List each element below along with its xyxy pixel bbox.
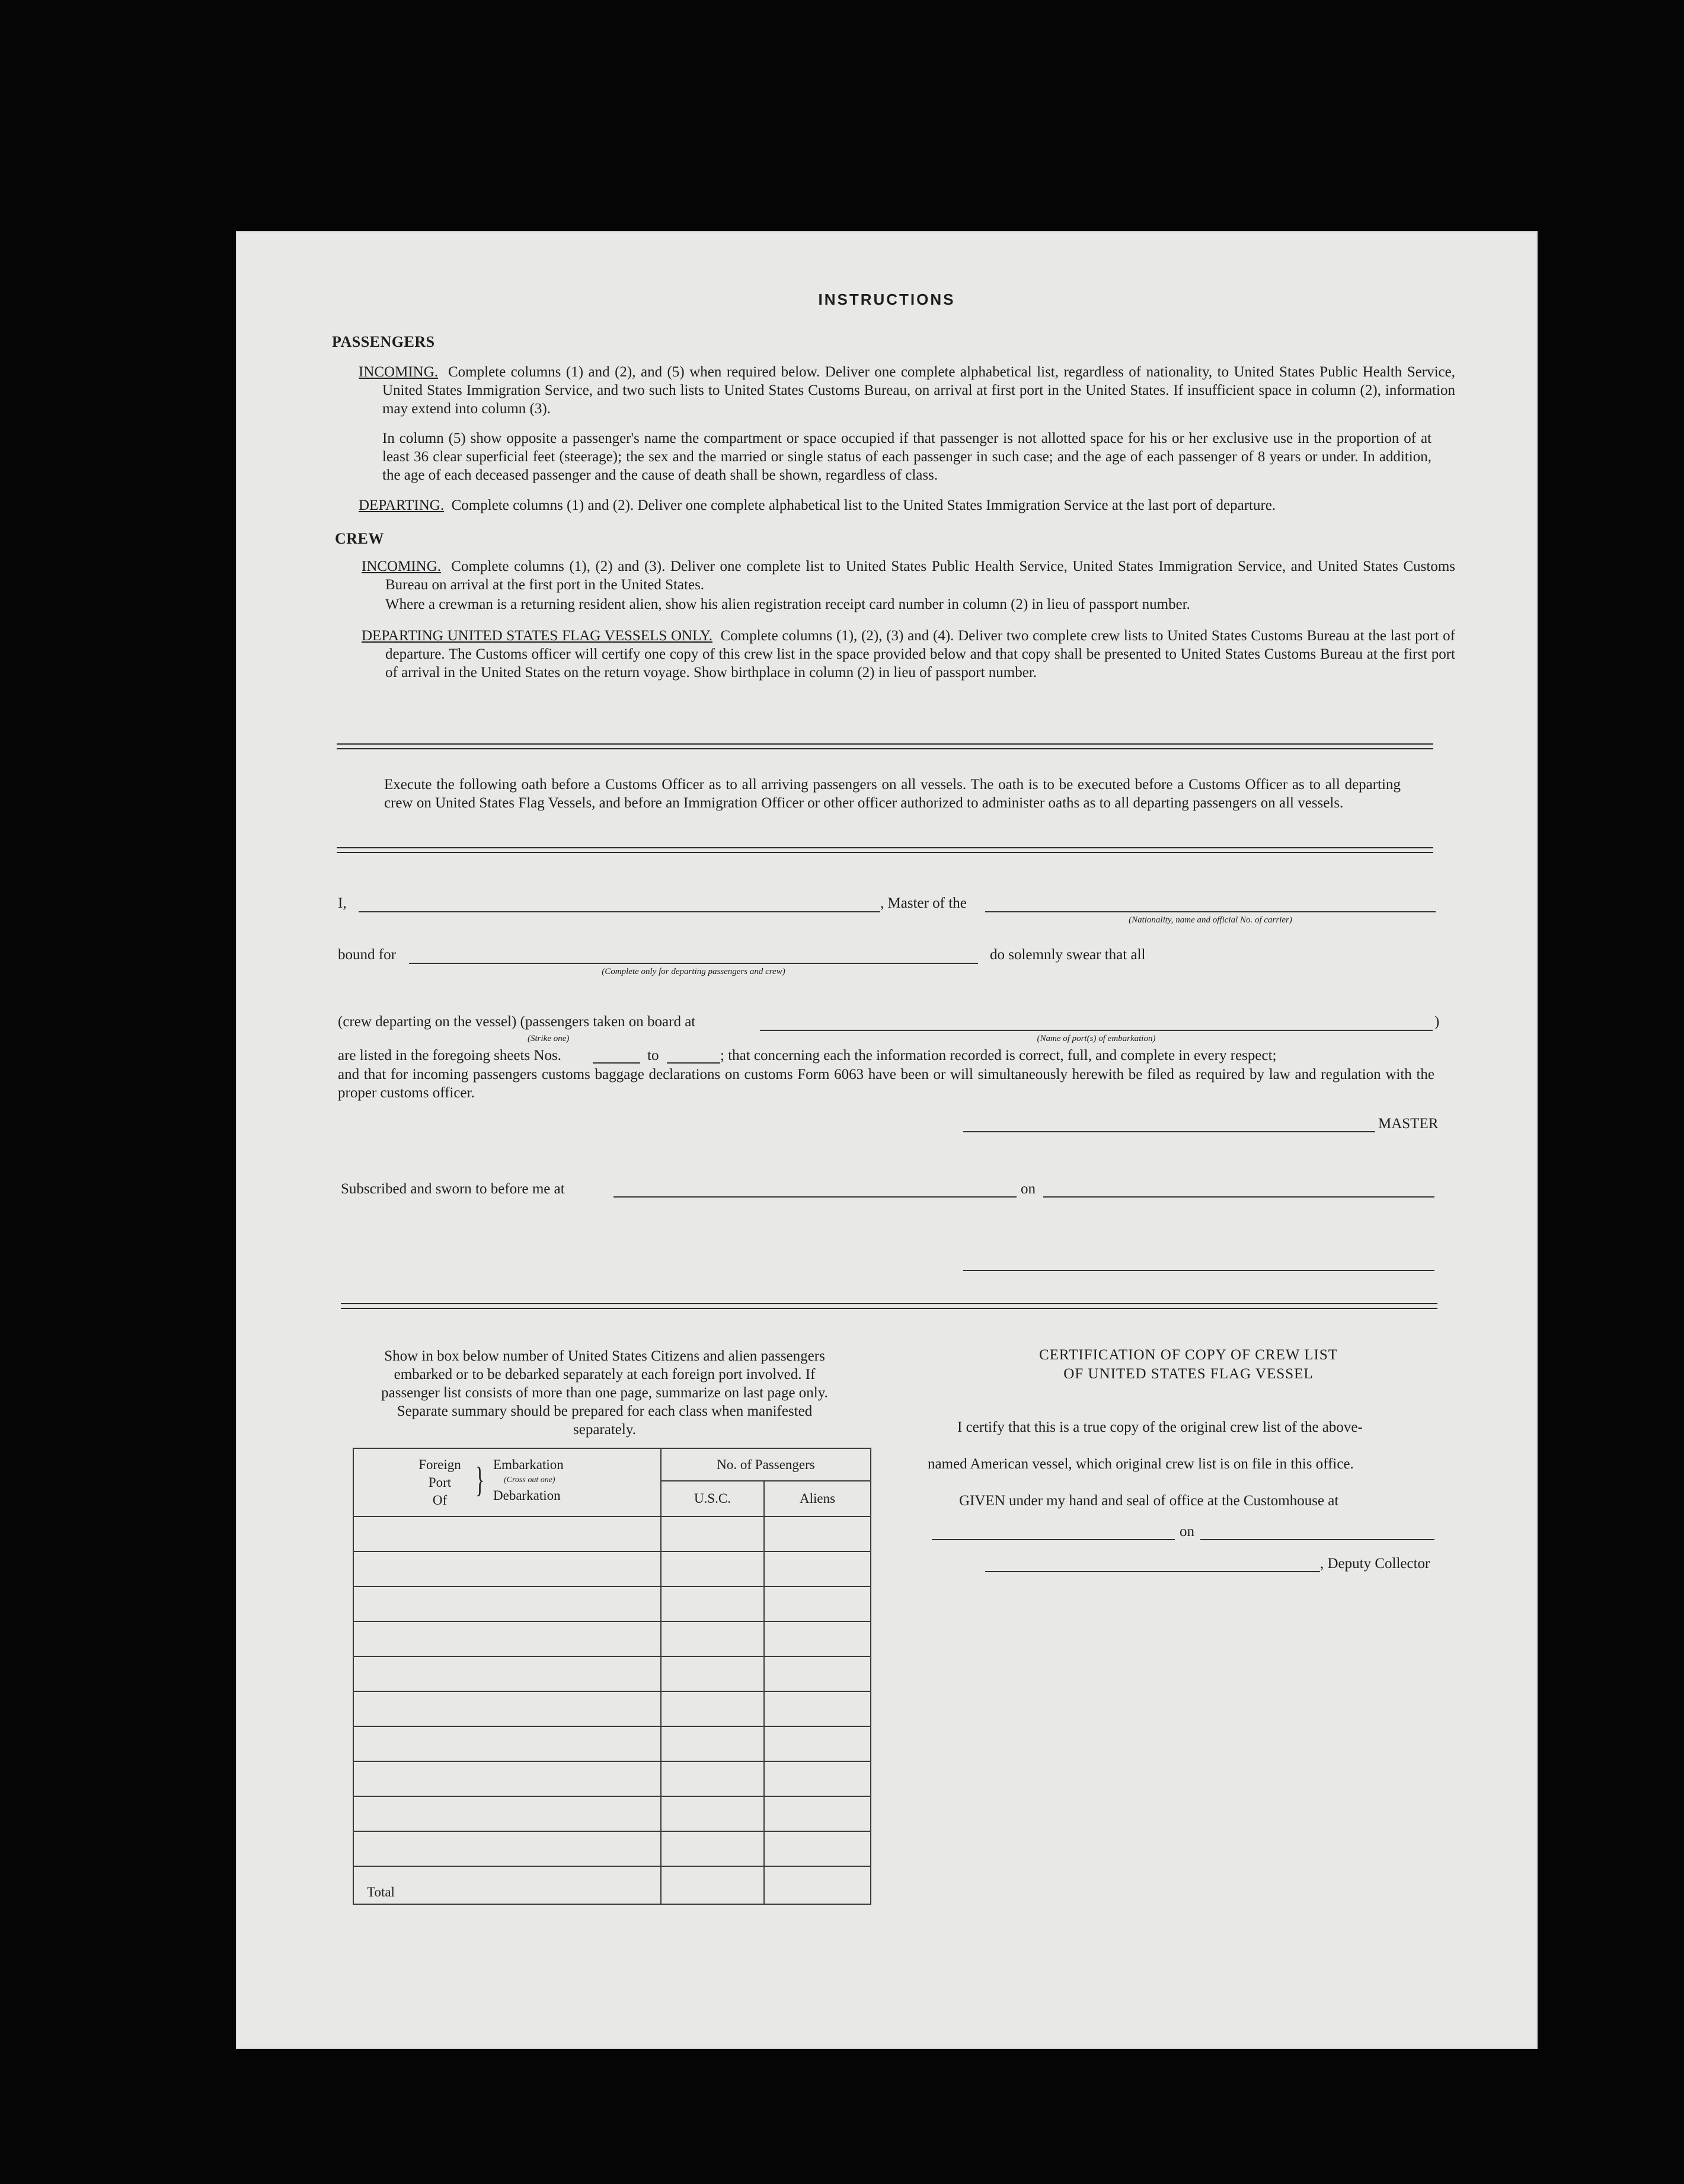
embarkation-label: Embarkation	[493, 1457, 564, 1472]
aliens-cell[interactable]	[764, 1796, 871, 1831]
form-sheet	[237, 232, 1536, 2048]
passengers-departing-paragraph	[359, 496, 1431, 515]
sheet-from-field[interactable]	[593, 1062, 640, 1064]
crew-departing-paragraph	[362, 627, 1455, 682]
certification-on-label: on	[1180, 1524, 1194, 1540]
customhouse-field[interactable]	[932, 1539, 1175, 1540]
subscribed-label: Subscribed and sworn to before me at	[341, 1181, 565, 1197]
listed-continuation: and that for incoming passengers customs baggage declarations on customs Form 6063 have been or will simultaneously herewith be filed as required by law and regulation with the proper customs officer.	[338, 1067, 1434, 1101]
usc-cell[interactable]	[661, 1516, 764, 1551]
port-cell[interactable]	[353, 1796, 661, 1831]
aliens-cell[interactable]	[764, 1656, 871, 1691]
usc-cell[interactable]	[661, 1831, 764, 1866]
sworn-on-label: on	[1021, 1181, 1036, 1197]
divider-1	[337, 743, 1433, 749]
crew-passengers-label: (crew departing on the vessel) (passengers taken on board at	[338, 1014, 696, 1030]
sheet-to-field[interactable]	[667, 1062, 720, 1064]
oath-note: Execute the following oath before a Customs Officer as to all arriving passengers on all vessels. The oath is to be executed before a Customs Officer as to all departing crew on United States Flag Vessels, and before an Immigration Officer or other officer authorized to administer oaths as to all departing passengers on all vessels.	[384, 777, 1401, 811]
table-row	[353, 1656, 871, 1691]
usc-cell[interactable]	[661, 1586, 764, 1621]
usc-cell[interactable]	[661, 1656, 764, 1691]
bound-for-label: bound for	[338, 947, 396, 963]
listed-prefix: are listed in the foregoing sheets Nos.	[338, 1048, 561, 1064]
brace-icon: }	[475, 1460, 485, 1499]
port-cell[interactable]	[353, 1656, 661, 1691]
usc-header: U.S.C.	[661, 1481, 764, 1516]
ports-caption: (Name of port(s) of embarkation)	[1037, 1034, 1156, 1043]
deputy-signature-field[interactable]	[985, 1571, 1320, 1572]
aliens-cell[interactable]	[764, 1621, 871, 1656]
certification-title-line1: CERTIFICATION OF COPY OF CREW LIST	[1038, 1347, 1338, 1363]
passengers-departing-text: Complete columns (1) and (2). Deliver one complete alphabetical list to the United States Immigration Service at the last port of departure.	[451, 497, 1276, 513]
ports-field[interactable]	[760, 1030, 1433, 1031]
port-of-label: Of	[432, 1493, 448, 1508]
total-label: Total	[353, 1866, 661, 1904]
crew-departing-text: Complete columns (1), (2), (3) and (4). Deliver two complete crew lists to United States Customs Bureau at the last port of departure. The Customs officer will certify one copy of this crew list in the space provided below and that copy shall be presented to United States Customs Bureau at the first port of arrival in the United States on the return voyage. Show birthplace in column (2) in lieu of passport number.	[385, 628, 1455, 681]
close-paren: )	[1434, 1014, 1440, 1030]
crew-resident-paragraph: Where a crewman is a returning resident alien, show his alien registration receipt card number in column (2) in lieu of passport number.	[385, 596, 1190, 612]
port-port-label: Port	[428, 1475, 452, 1490]
bound-for-field[interactable]	[409, 963, 978, 964]
crew-heading: CREW	[335, 530, 384, 547]
port-cell[interactable]	[353, 1621, 661, 1656]
total-aliens-cell[interactable]	[764, 1866, 871, 1904]
port-cell[interactable]	[353, 1831, 661, 1866]
usc-cell[interactable]	[661, 1551, 764, 1586]
cross-out-caption: (Cross out one)	[504, 1476, 555, 1484]
master-of-label: , Master of the	[880, 895, 967, 911]
usc-cell[interactable]	[661, 1796, 764, 1831]
passengers-incoming-paragraph	[359, 363, 1455, 418]
port-cell[interactable]	[353, 1691, 661, 1726]
strike-one-caption: (Strike one)	[528, 1034, 570, 1043]
aliens-cell[interactable]	[764, 1726, 871, 1761]
port-cell[interactable]	[353, 1761, 661, 1796]
aliens-cell[interactable]	[764, 1761, 871, 1796]
nationality-caption: (Nationality, name and official No. of carrier)	[1129, 915, 1292, 925]
complete-only-caption: (Complete only for departing passengers and crew)	[602, 967, 785, 976]
table-row	[353, 1831, 871, 1866]
crew-incoming-paragraph	[362, 557, 1455, 594]
certification-text-line1: I certify that this is a true copy of the original crew list of the above-	[957, 1419, 1363, 1435]
certification-title-line2: OF UNITED STATES FLAG VESSEL	[1063, 1366, 1314, 1382]
passenger-summary-table	[353, 1448, 871, 1905]
certification-date-field[interactable]	[1200, 1539, 1434, 1540]
table-row	[353, 1586, 871, 1621]
crew-departing-lead: DEPARTING UNITED STATES FLAG VESSELS ONLY.	[362, 628, 712, 644]
certification-text-line2: named American vessel, which original crew list is on file in this office.	[928, 1456, 1354, 1472]
port-foreign-label: Foreign	[418, 1457, 461, 1472]
aliens-header: Aliens	[764, 1481, 871, 1516]
listed-rest: ; that concerning each the information recorded is correct, full, and complete in every respect;	[720, 1048, 1277, 1064]
aliens-cell[interactable]	[764, 1516, 871, 1551]
passengers-column5-paragraph: In column (5) show opposite a passenger's name the compartment or space occupied if that passenger is not allotted space for his or her exclusive use in the proportion of at least 36 clear superficial feet (steerage); the sex and the married or single status of each passenger in such case; and the age of each passenger of 8 years or under. In addition, the age of each deceased passenger and the cause of death shall be shown, regardless of class.	[382, 430, 1431, 483]
no-passengers-header: No. of Passengers	[661, 1448, 871, 1481]
table-row	[353, 1691, 871, 1726]
master-label: MASTER	[1378, 1116, 1439, 1132]
debarkation-label: Debarkation	[493, 1488, 561, 1503]
usc-cell[interactable]	[661, 1691, 764, 1726]
divider-2	[337, 847, 1433, 853]
divider-3	[341, 1303, 1437, 1309]
port-cell[interactable]	[353, 1586, 661, 1621]
deputy-collector-label: , Deputy Collector	[1320, 1556, 1430, 1572]
crew-incoming-text: Complete columns (1), (2) and (3). Deliver one complete list to United States Public Health Service, United States Immigration Service, and United States Customs Bureau on arrival at the first port in the United States.	[385, 558, 1456, 593]
table-row	[353, 1726, 871, 1761]
sworn-date-field[interactable]	[1043, 1196, 1434, 1198]
to-label: to	[647, 1048, 659, 1064]
master-name-field[interactable]	[359, 911, 880, 912]
table-row	[353, 1551, 871, 1586]
usc-cell[interactable]	[661, 1761, 764, 1796]
table-row	[353, 1761, 871, 1796]
passengers-incoming-text: Complete columns (1) and (2), and (5) when required below. Deliver one complete alphabetical list, regardless of nationality, to United States Public Health Service, United States Immigration Service, and two such lists to United States Customs Bureau, on arrival at first port in the United States. If insufficient space in column (2), information may extend into column (3).	[382, 364, 1456, 417]
table-row	[353, 1516, 871, 1551]
total-usc-cell[interactable]	[661, 1866, 764, 1904]
summary-note: Show in box below number of United States Citizens and alien passengers embarked or to be debarked separately at each foreign port involved. If passenger list consists of more than one page, summarize on last page only. Separate summary should be prepared for each class when manifested separately.	[381, 1348, 828, 1438]
table-row	[353, 1796, 871, 1831]
aliens-cell[interactable]	[764, 1831, 871, 1866]
port-cell[interactable]	[353, 1516, 661, 1551]
master-signature-field[interactable]	[963, 1131, 1375, 1132]
passengers-departing-lead: DEPARTING.	[359, 497, 445, 513]
swear-label: do solemnly swear that all	[990, 947, 1146, 963]
passengers-incoming-lead: INCOMING.	[359, 364, 439, 380]
carrier-field[interactable]	[985, 911, 1436, 912]
aliens-cell[interactable]	[764, 1586, 871, 1621]
usc-cell[interactable]	[661, 1726, 764, 1761]
aliens-cell[interactable]	[764, 1551, 871, 1586]
port-cell[interactable]	[353, 1726, 661, 1761]
officer-signature-field[interactable]	[963, 1270, 1434, 1271]
certification-text-line3: GIVEN under my hand and seal of office at the Customhouse at	[959, 1493, 1339, 1509]
usc-cell[interactable]	[661, 1621, 764, 1656]
oath-i-label: I,	[338, 895, 347, 911]
sworn-place-field[interactable]	[613, 1196, 1017, 1198]
port-cell[interactable]	[353, 1551, 661, 1586]
passengers-heading: PASSENGERS	[332, 333, 435, 350]
port-header-cell	[353, 1448, 661, 1516]
page-title: INSTRUCTIONS	[818, 290, 956, 308]
table-row	[353, 1621, 871, 1656]
aliens-cell[interactable]	[764, 1691, 871, 1726]
crew-incoming-lead: INCOMING.	[362, 558, 442, 574]
total-row	[353, 1866, 871, 1904]
